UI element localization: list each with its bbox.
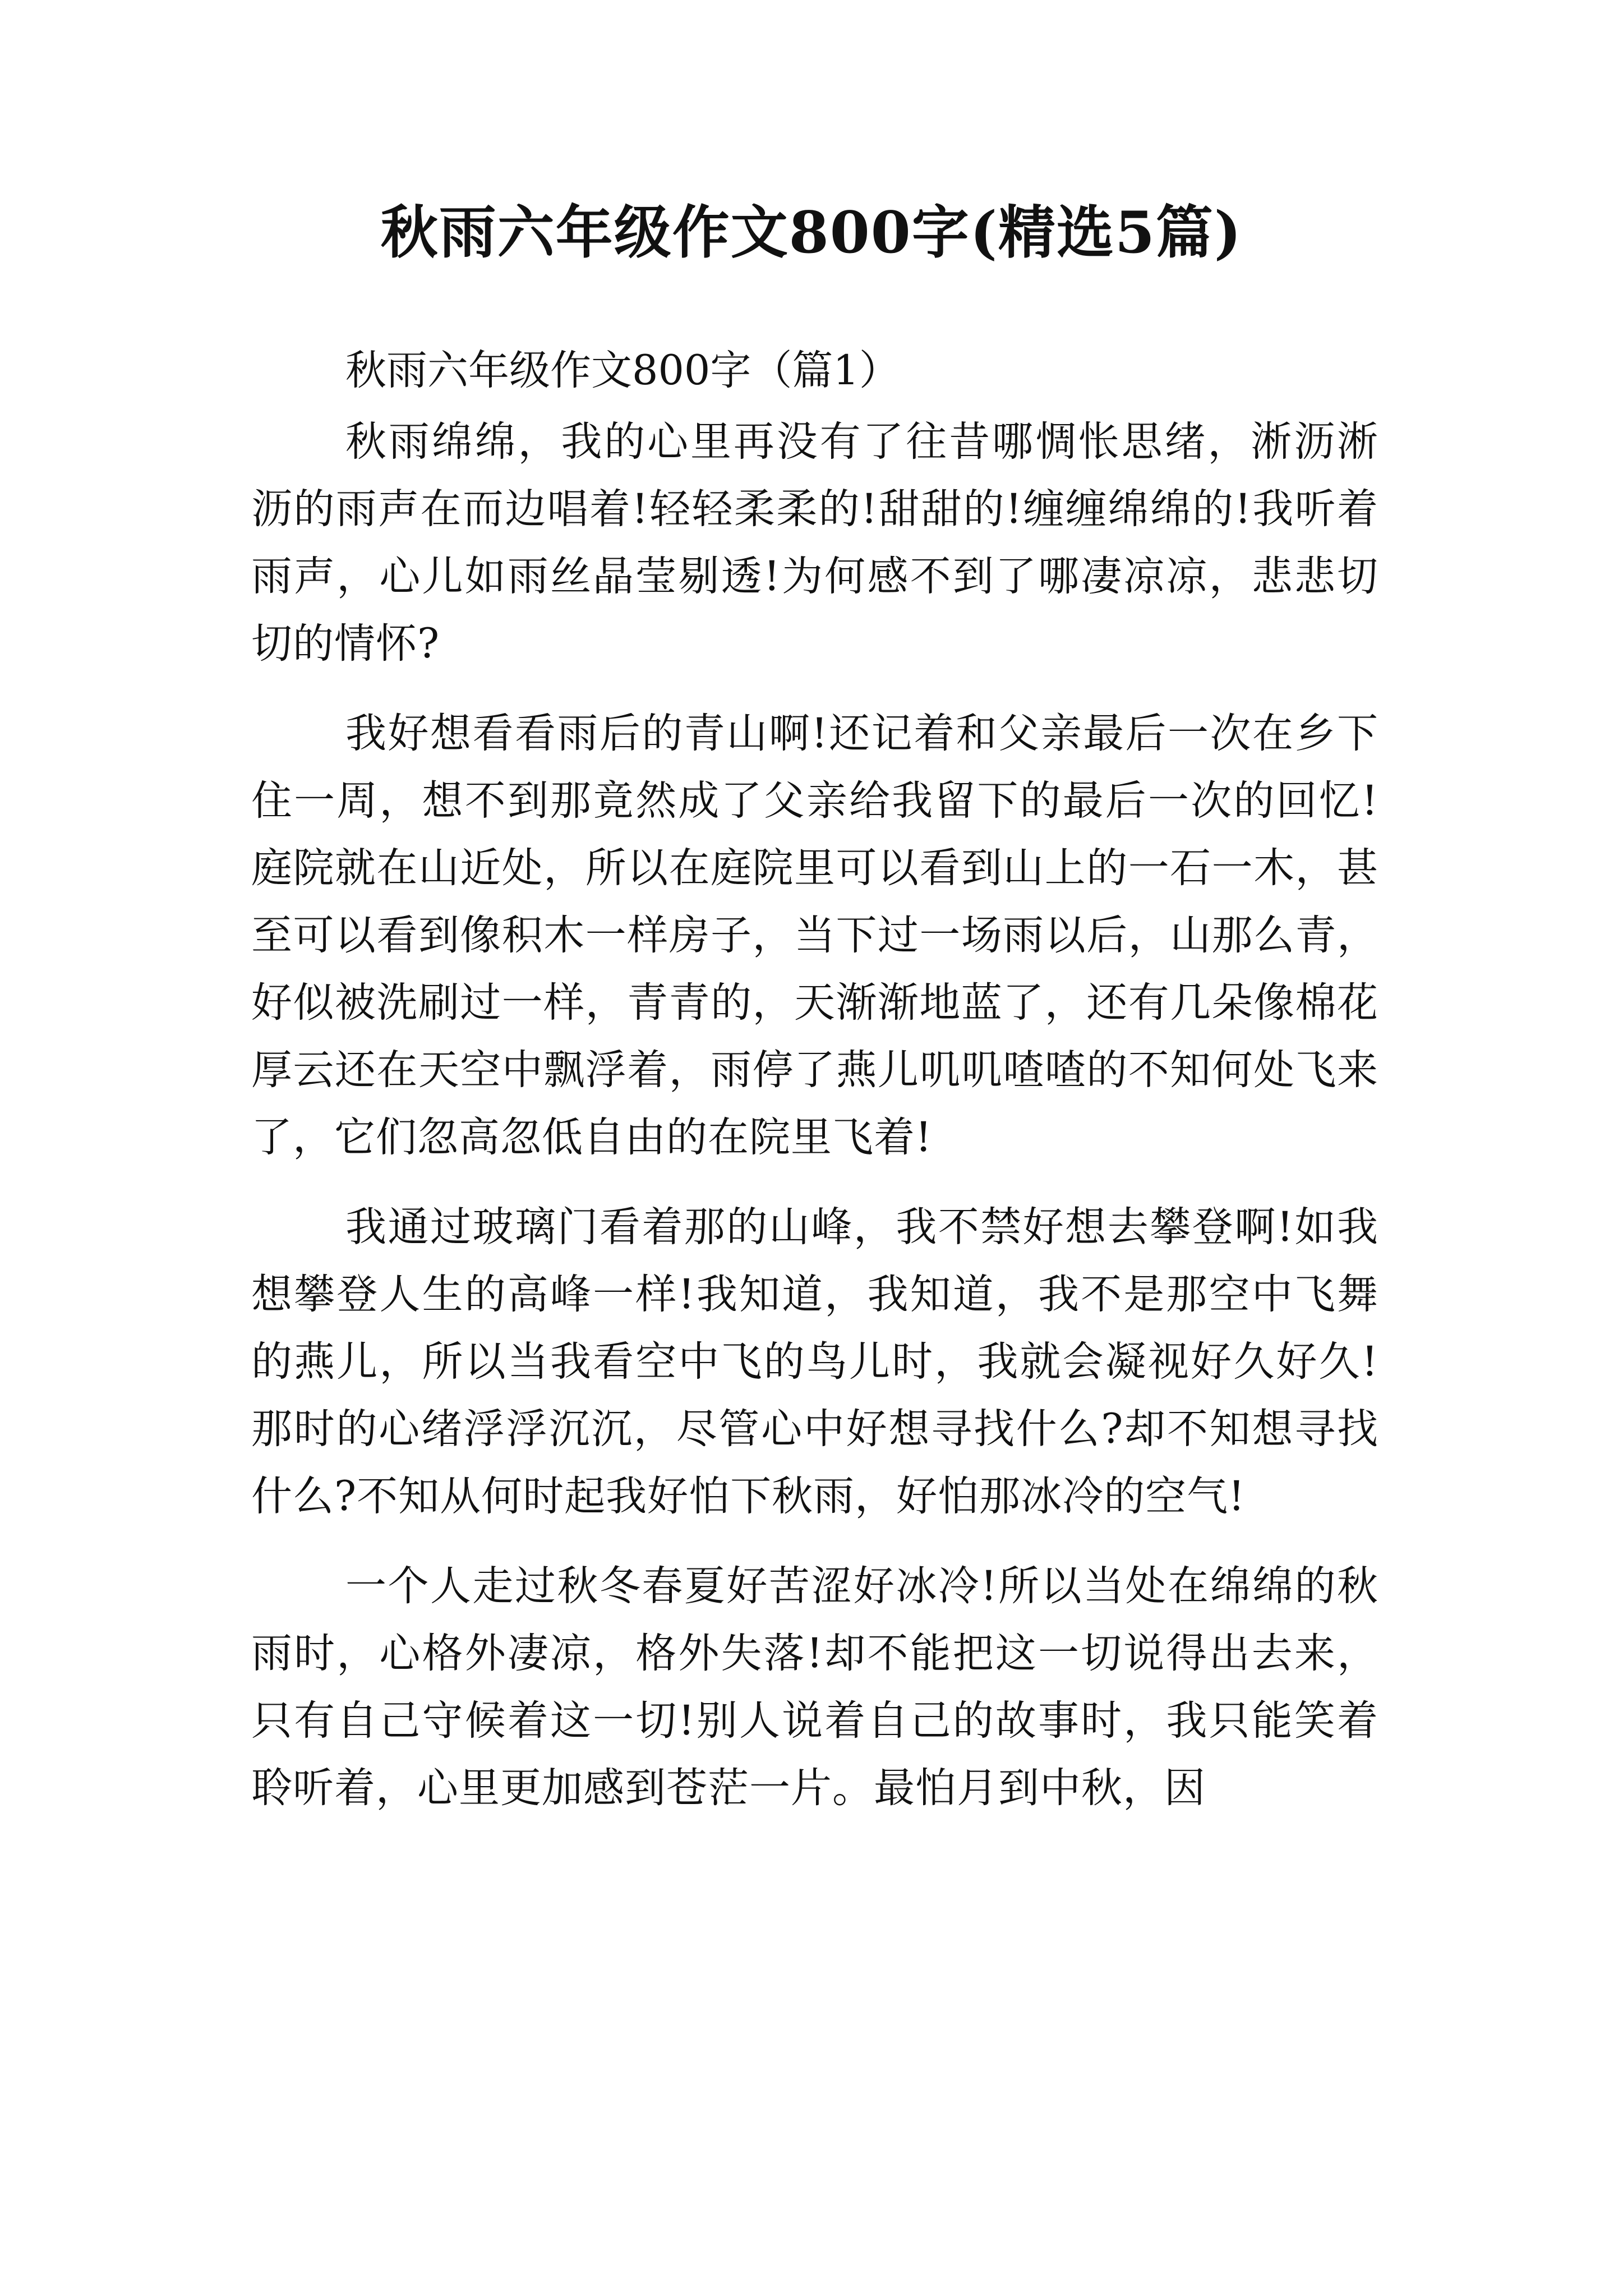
paragraph-4: 一个人走过秋冬春夏好苦涩好冰冷!所以当处在绵绵的秋雨时，心格外凄凉，格外失落!却不能把这一切说得出去来，只有自己守候着这一切!别人说着自己的故事时，我只能笑着聆听着，心里更加感到苍茫一片。最怕月到中秋，因 — [251, 1562, 1378, 1812]
document-body — [251, 341, 1378, 1822]
section-heading: 秋雨六年级作文800字（篇1） — [345, 347, 900, 394]
paragraph-1: 秋雨绵绵，我的心里再没有了往昔哪惆怅思绪，淅沥淅沥的雨声在而边唱着!轻轻柔柔的!甜甜的!缠缠绵绵的!我听着雨声，心儿如雨丝晶莹剔透!为何感不到了哪凄凉凉，悲悲切切的情怀? — [251, 418, 1378, 668]
paragraph-2: 我好想看看雨后的青山啊!还记着和父亲最后一次在乡下住一周，想不到那竟然成了父亲给我留下的最后一次的回忆!庭院就在山近处，所以在庭院里可以看到山上的一石一木，甚至可以看到像积木一样房子，当下过一场雨以后，山那么青，好似被洗刷过一样，青青的，天渐渐地蓝了，还有几朵像棉花厚云还在天空中飘浮着，雨停了燕儿叽叽喳喳的不知何处飞来了，它们忽高忽低自由的在院里飞着! — [251, 710, 1378, 1161]
paragraph-3: 我通过玻璃门看着那的山峰，我不禁好想去攀登啊!如我想攀登人生的高峰一样!我知道，我知道，我不是那空中飞舞的燕儿，所以当我看空中飞的鸟儿时，我就会凝视好久好久!那时的心绪浮浮沉沉，尽管心中好想寻找什么?却不知想寻找什么?不知从何时起我好怕下秋雨，好怕那冰冷的空气! — [251, 1203, 1378, 1520]
document-title: 秋雨六年级作文800字(精选5篇) — [380, 199, 1243, 266]
